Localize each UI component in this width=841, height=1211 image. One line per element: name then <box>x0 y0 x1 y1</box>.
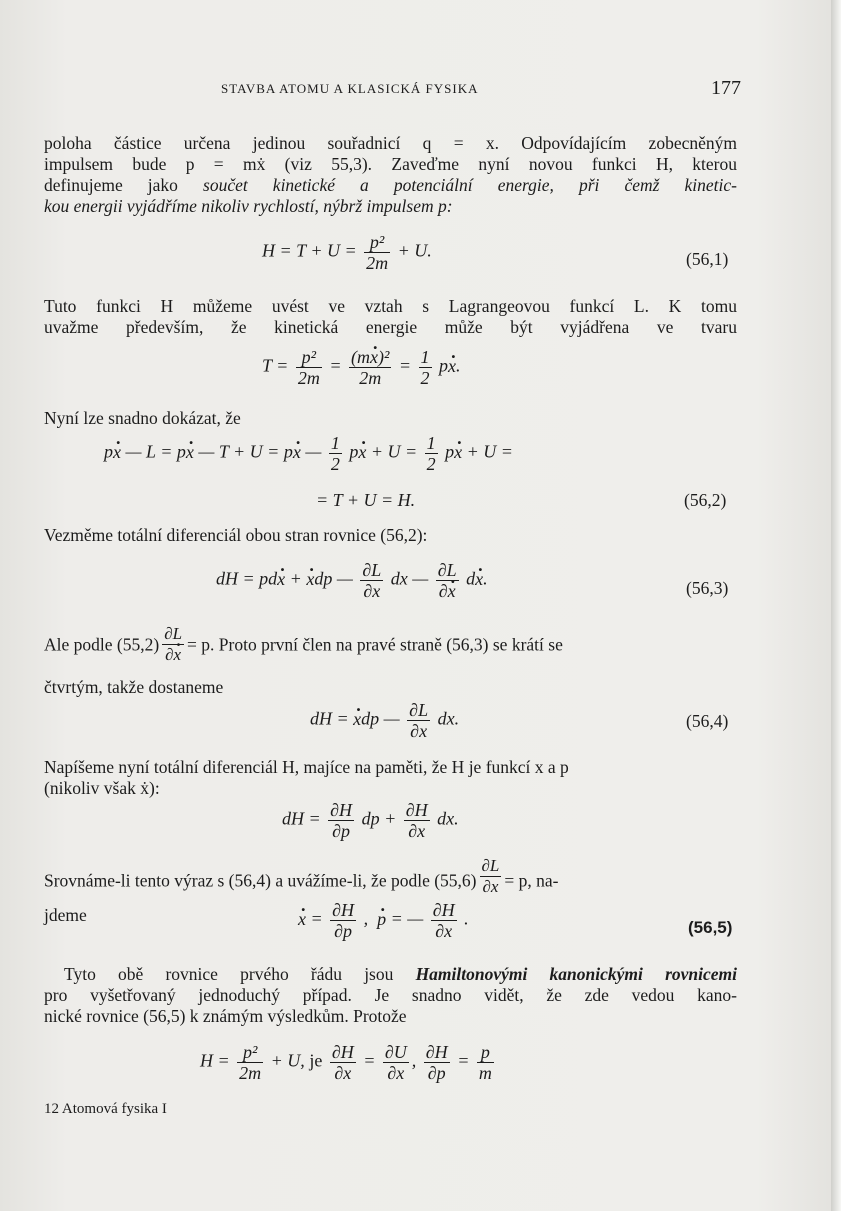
text-span: Ale podle (55,2) <box>44 634 160 655</box>
equation-number: (56,3) <box>686 578 729 598</box>
text-line: čtvrtým, takže dostaneme <box>44 677 224 697</box>
equation-56-3: dH = pdx . + x .dp — $\frac{\partial L}{\partial x}$ dx — $\frac{\partial L}{\partial x}$ . dx .. <box>216 560 488 601</box>
equation-kinetic: T = $\frac{\text{p²}}{2m}$ = $\frac{\text{(mx .)²}}{2m}$ = $\frac{1}{2}$ px .. <box>262 347 461 388</box>
text-line: Napíšeme nyní totální diferenciál H, majíce na paměti, že H je funkcí x a p <box>44 757 569 777</box>
text-span: = p. Proto první člen na pravé straně (56,3) se krátí se <box>187 634 563 655</box>
equation-number: (56,4) <box>686 711 729 731</box>
text-line: jdeme <box>44 905 87 925</box>
text-line: Srovnáme-li tento výraz s (56,4) a uvážíme-li, že podle (55,6) $\frac{\partial L}{\partial x}$ = p, na- <box>44 856 559 896</box>
text-line: Ale podle (55,2) $\frac{\partial L}{\partial x}$ . = p. Proto první člen na pravé straně (56,3) se krátí se <box>44 626 737 667</box>
text-line: nické rovnice (56,5) k známým výsledkům. Protože <box>44 1006 407 1026</box>
equation-number: (56,5) <box>688 918 733 937</box>
page-number: 177 <box>711 77 741 99</box>
equation-56-2-line2: = T + U = H. <box>316 490 416 510</box>
equation-dH: dH = $\frac{\partial H}{\partial p}$ dp + $\frac{\partial H}{\partial x}$ dx. <box>282 800 459 841</box>
text-line: pro vyšetřovaný jednoduchý případ. Je snadno vidět, že zde vedou kano- <box>44 985 737 1005</box>
running-header <box>221 79 741 101</box>
equation-56-2-line1: px . — L = px . — T + U = px . — $\frac{1}{2}$ px . + U = $\frac{1}{2}$ px . + U = <box>104 433 513 474</box>
text-line: (nikoliv však ẋ): <box>44 778 160 798</box>
text-span: Tyto obě rovnice prvého řádu jsou <box>64 964 416 984</box>
text-span: definujeme jako <box>44 175 204 195</box>
equation-56-1: H = T + U = $\frac{\text{p²}}{2m}$ + U. <box>262 232 432 273</box>
text-span: Srovnáme-li tento výraz s (56,4) a uvážíme-li, že podle (55,6) <box>44 870 477 891</box>
text-line <box>64 964 737 985</box>
equation-final: H = $\frac{\text{p²}}{2m}$ + U, je $\frac{\partial H}{\partial x}$ = $\frac{\partial U}{\partial x}$ , $\frac{\partial H}{\partial p}$ = $\frac{p}{m}$ <box>200 1042 492 1083</box>
text-line: poloha částice určena jedinou souřadnicí q = x. Odpovídajícím zobecněným <box>44 133 737 153</box>
text-line: Vezměme totální diferenciál obou stran rovnice (56,2): <box>44 525 428 545</box>
text-span: = p, na- <box>504 870 559 891</box>
text-line: Tuto funkci H můžeme uvést ve vztah s Lagrangeovou funkcí L. K tomu <box>44 296 737 316</box>
equation-number: (56,1) <box>686 249 729 269</box>
text-line: impulsem bude p = mẋ (viz 55,3). Zaveďme nyní novou funkci H, kterou <box>44 154 737 174</box>
page-edge-shadow <box>831 0 841 1211</box>
running-title: STAVBA ATOMU A KLASICKÁ FYSIKA <box>221 81 479 96</box>
equation-56-5: x . = $\frac{\partial H}{\partial p}$ , p . = — $\frac{\partial H}{\partial x}$ . <box>298 900 469 941</box>
text-line: Nyní lze snadno dokázat, že <box>44 408 241 428</box>
italic-text: součet kinetické a potenciální energie, při čemž kinetic- <box>203 175 737 195</box>
equation-56-4: dH = x .dp — $\frac{\partial L}{\partial x}$ dx. <box>310 700 459 741</box>
equation-number: (56,2) <box>684 490 727 510</box>
italic-text-line: kou energii vyjádříme nikoliv rychlostí, nýbrž impulsem p: <box>44 196 453 216</box>
text-span: je <box>309 1050 323 1071</box>
italic-bold-text: Hamiltonovými kanonickými rovnicemi <box>415 964 738 984</box>
text-line: uvažme především, že kinetická energie může být vyjádřena ve tvaru <box>44 317 737 337</box>
text-line <box>44 175 737 196</box>
signature-footer: 12 Atomová fysika I <box>44 1101 167 1117</box>
